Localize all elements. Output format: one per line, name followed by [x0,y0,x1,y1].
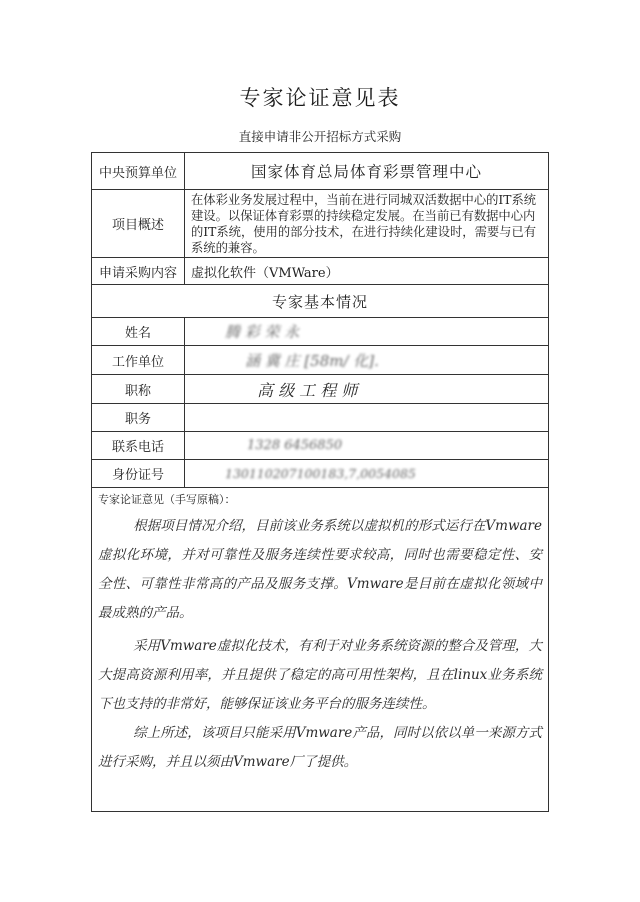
row-product [92,258,548,285]
title-label: 职称 [92,375,185,403]
row-unit [92,153,548,190]
row-overview [92,190,548,258]
id-value: 130110207100183,7,0054085 [225,466,416,481]
row-id [92,460,548,488]
product-value: 虚拟化软件（VMWare） [191,265,339,281]
overview-label: 项目概述 [92,190,185,257]
title-value: 高 级 工 程 师 [257,380,358,400]
overview-value: 在体彩业务发展过程中，当前在进行同城双活数据中心的IT系统建设。以保证体育彩票的持续稳定发展。在当前已有数据中心内的IT系统，使用的部分技术，在进行持续化建设时，需要与已有系统的兼容。 [191,193,537,255]
expert-section-title: 专家基本情况 [92,285,548,318]
row-position [92,404,548,432]
row-opinion [92,488,548,811]
opinion-paragraph: 根据项目情况介绍，目前该业务系统以虚拟机的形式运行在Vmware虚拟化环境，并对可靠性及服务连续性要求较高，同时也需要稳定性、安全性、可靠性非常高的产品及服务支撑。Vmware是目前在虚拟化领域中最成熟的产品。 [98,518,542,621]
id-label: 身份证号 [92,460,185,487]
page-subtitle: 直接申请非公开招标方式采购 [238,129,402,144]
phone-value: 1328 6456850 [247,438,343,453]
phone-label: 联系电话 [92,432,185,459]
position-label: 职务 [92,404,185,431]
row-phone [92,432,548,460]
opinion-handwriting [98,512,542,777]
product-label: 申请采购内容 [92,258,185,284]
opinion-paragraph: 采用Vmware虚拟化技术，有利于对业务系统资源的整合及管理，大大提高资源利用率，并且提供了稳定的高可用性架构，且在linux业务系统下也支持的非常好，能够保证该业务平台的服务连续性。 [98,638,542,712]
workplace-value: 涵 冀 庄 [58m/ 化]. [245,351,379,370]
opinion-label: 专家论证意见（手写原稿）： [98,493,236,506]
row-workplace [92,346,548,375]
unit-value: 国家体育总局体育彩票管理中心 [250,163,482,181]
page-title: 专家论证意见表 [239,86,401,110]
opinion-paragraph: 综上所述，该项目只能采用Vmware产品，同时以依以单一来源方式进行采购，并且以须由Vmware厂了提供。 [98,725,542,770]
name-value: 腾 彩 荣 永 [225,323,300,341]
opinion-form [91,152,549,812]
name-label: 姓名 [92,318,185,345]
workplace-label: 工作单位 [92,346,185,374]
row-name [92,318,548,346]
position-value [185,404,548,431]
unit-label: 中央预算单位 [92,153,185,189]
row-title [92,375,548,404]
